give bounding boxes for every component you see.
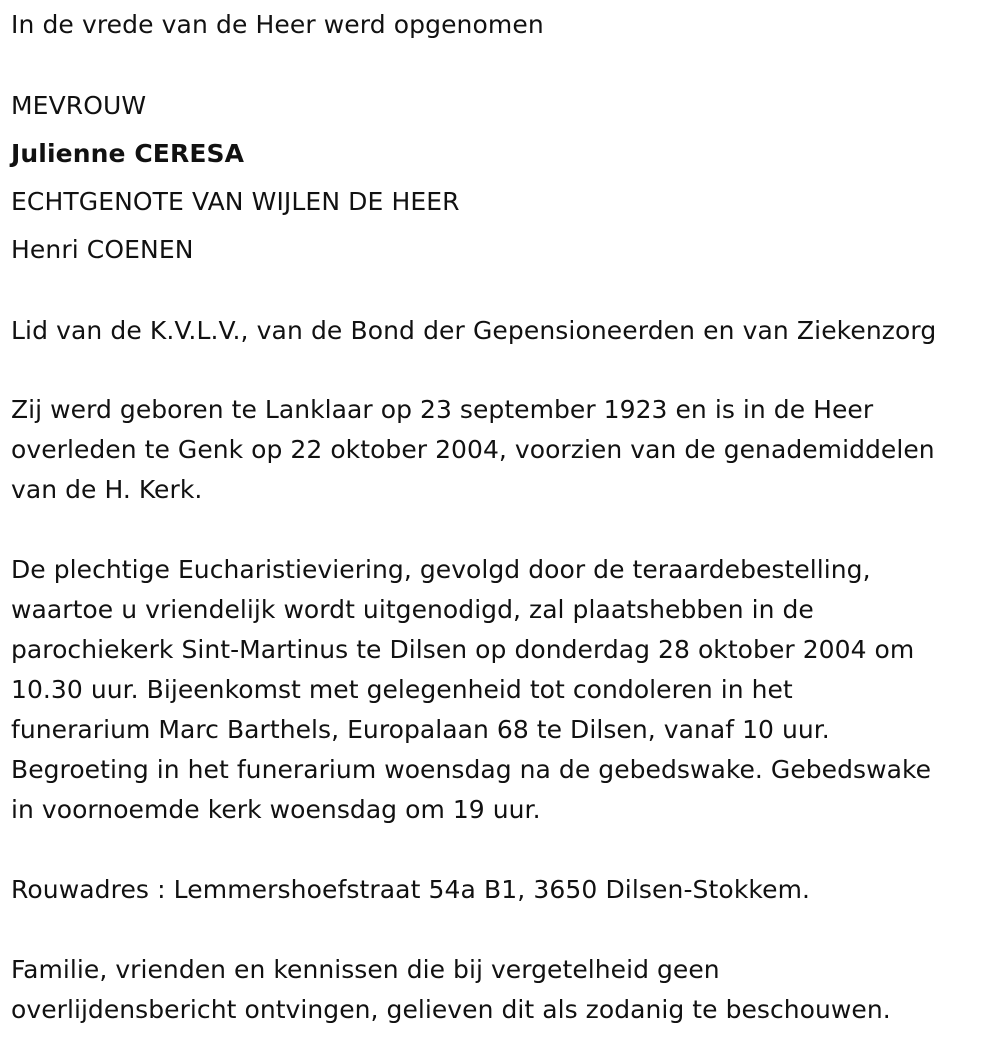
birth-death-line: Zij werd geboren te Lanklaar op 23 september 1923 en is in de Heer bbox=[11, 395, 874, 424]
spouse-name: Henri COENEN bbox=[11, 235, 194, 264]
family-note-line: Familie, vrienden en kennissen die bij vergetelheid geen bbox=[11, 955, 720, 984]
mourning-address: Rouwadres : Lemmershoefstraat 54a B1, 3650 Dilsen-Stokkem. bbox=[11, 875, 811, 904]
family-note-line: overlijdensbericht ontvingen, gelieven dit als zodanig te beschouwen. bbox=[11, 995, 891, 1024]
ceremony-line: De plechtige Eucharistieviering, gevolgd door de teraardebestelling, bbox=[11, 555, 871, 584]
ceremony-line: waartoe u vriendelijk wordt uitgenodigd, zal plaatshebben in de bbox=[11, 595, 814, 624]
family-note-paragraph bbox=[11, 950, 989, 1030]
spouse-intro: ECHTGENOTE VAN WIJLEN DE HEER bbox=[11, 187, 460, 216]
intro-line: In de vrede van de Heer werd opgenomen bbox=[11, 10, 544, 39]
birth-death-paragraph bbox=[11, 390, 989, 510]
birth-death-line: overleden te Genk op 22 oktober 2004, voorzien van de genademiddelen bbox=[11, 435, 935, 464]
salutation: MEVROUW bbox=[11, 91, 147, 120]
deceased-name: Julienne CERESA bbox=[11, 139, 245, 168]
ceremony-line: parochiekerk Sint-Martinus te Dilsen op donderdag 28 oktober 2004 om bbox=[11, 635, 915, 664]
ceremony-line: Begroeting in het funerarium woensdag na de gebedswake. Gebedswake bbox=[11, 755, 932, 784]
ceremony-paragraph bbox=[11, 550, 989, 830]
ceremony-line: funerarium Marc Barthels, Europalaan 68 te Dilsen, vanaf 10 uur. bbox=[11, 715, 830, 744]
ceremony-line: 10.30 uur. Bijeenkomst met gelegenheid tot condoleren in het bbox=[11, 675, 793, 704]
membership-line: Lid van de K.V.L.V., van de Bond der Gepensioneerden en van Ziekenzorg bbox=[11, 316, 937, 345]
ceremony-line: in voornoemde kerk woensdag om 19 uur. bbox=[11, 795, 541, 824]
birth-death-line: van de H. Kerk. bbox=[11, 475, 203, 504]
